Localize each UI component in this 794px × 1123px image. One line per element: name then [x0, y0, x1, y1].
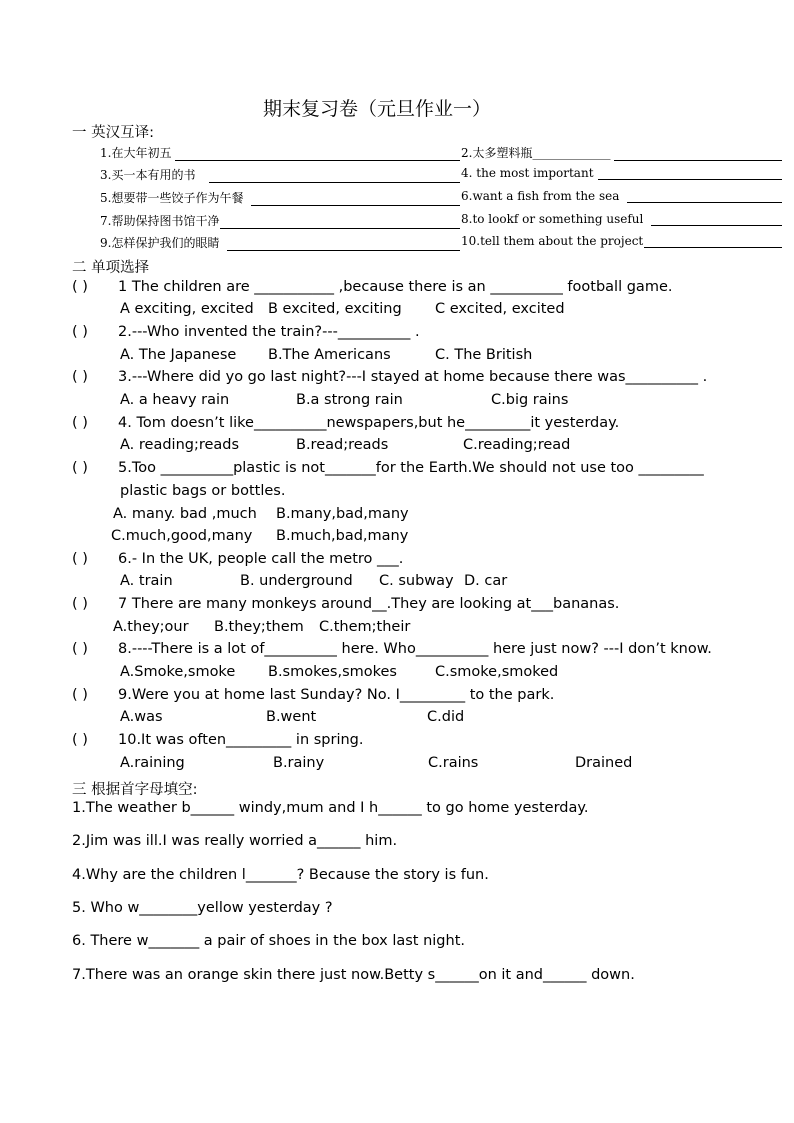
- option: A. reading;reads: [120, 437, 240, 453]
- question-6: [72, 551, 787, 567]
- option: B.read;reads: [296, 437, 389, 453]
- option: B.rainy: [273, 755, 325, 771]
- option: B.went: [266, 709, 317, 725]
- fill-item-7: 7.There was an orange skin there just now.Betty s______on it and______ down.: [72, 967, 635, 983]
- translate-row-1: [100, 144, 782, 162]
- translate-item: 5.想要带一些饺子作为午餐: [100, 191, 244, 205]
- question-stem: 3.---Where did yo go last night?---I stayed at home because there was__________ .: [118, 369, 708, 385]
- section-3-heading: 三 根据首字母填空:: [72, 782, 198, 798]
- option: C. The British: [435, 347, 533, 363]
- option: C.smoke,smoked: [435, 664, 559, 680]
- translate-item: 2.太多塑料瓶_____________: [461, 146, 611, 160]
- option: C. subway: [379, 573, 454, 589]
- option: B.they;them: [214, 619, 304, 635]
- answer-paren[interactable]: ( ): [72, 460, 88, 476]
- option: C.rains: [428, 755, 479, 771]
- question-stem: 5.Too __________plastic is not_______for the Earth.We should not use too _________: [118, 460, 704, 476]
- fill-item-1: 1.The weather b______ windy,mum and I h______ to go home yesterday.: [72, 800, 589, 816]
- question-10: [72, 732, 787, 748]
- answer-paren[interactable]: ( ): [72, 369, 88, 385]
- translate-item: 6.want a fish from the sea: [461, 189, 620, 203]
- page-title: 期末复习卷（元旦作业一）: [262, 98, 491, 120]
- fill-item-4: 4.Why are the children l_______? Because the story is fun.: [72, 867, 489, 883]
- option: C.big rains: [491, 392, 569, 408]
- answer-paren[interactable]: ( ): [72, 641, 88, 657]
- option: B.many,bad,many: [276, 506, 409, 522]
- option: C excited, excited: [435, 301, 565, 317]
- option: D. car: [464, 573, 508, 589]
- option: A. many. bad ,much: [113, 506, 257, 522]
- translate-item: 9.怎样保护我们的眼睛: [100, 236, 220, 250]
- answer-paren[interactable]: ( ): [72, 687, 88, 703]
- option: C.much,good,many: [111, 528, 253, 544]
- option: C.them;their: [319, 619, 411, 635]
- translate-item: 1.在大年初五: [100, 146, 172, 160]
- option: C.reading;read: [463, 437, 571, 453]
- answer-line[interactable]: [651, 213, 782, 226]
- answer-line[interactable]: [175, 148, 460, 161]
- answer-paren[interactable]: ( ): [72, 596, 88, 612]
- translate-row-4: [100, 212, 782, 230]
- answer-line[interactable]: [251, 193, 460, 206]
- question-stem-continued: plastic bags or bottles.: [120, 483, 286, 499]
- option: C.did: [427, 709, 465, 725]
- option: A.Smoke,smoke: [120, 664, 236, 680]
- question-stem: 6.- In the UK, people call the metro ___.: [118, 551, 404, 567]
- question-4: [72, 415, 787, 431]
- translate-item: 10.tell them about the project: [461, 234, 644, 248]
- option: B.The Americans: [268, 347, 391, 363]
- answer-line[interactable]: [220, 216, 460, 229]
- question-1: [72, 279, 787, 295]
- answer-line[interactable]: [209, 170, 460, 183]
- answer-paren[interactable]: ( ): [72, 279, 88, 295]
- option: B. underground: [240, 573, 353, 589]
- translate-item: 7.帮助保持图书馆干净: [100, 214, 220, 228]
- option: A.was: [120, 709, 163, 725]
- translate-item: 3.买一本有用的书: [100, 168, 196, 182]
- section-1-heading: 一 英汉互译:: [72, 125, 154, 141]
- option: B.a strong rain: [296, 392, 403, 408]
- answer-paren[interactable]: ( ): [72, 415, 88, 431]
- option: A. a heavy rain: [120, 392, 230, 408]
- translate-row-3: [100, 189, 782, 207]
- answer-line[interactable]: [598, 167, 782, 180]
- translate-item: 4. the most important: [461, 166, 594, 180]
- option: Drained: [575, 755, 633, 771]
- question-stem: 7 There are many monkeys around__.They are looking at___bananas.: [118, 596, 620, 612]
- option: B.much,bad,many: [276, 528, 409, 544]
- answer-line[interactable]: [644, 235, 782, 248]
- option: B.smokes,smokes: [268, 664, 397, 680]
- option: A exciting, excited: [120, 301, 254, 317]
- question-9: [72, 687, 787, 703]
- translate-row-2: [100, 166, 782, 184]
- answer-paren[interactable]: ( ): [72, 551, 88, 567]
- translate-row-5: [100, 234, 782, 252]
- question-stem: 1 The children are ___________ ,because there is an __________ football game.: [118, 279, 673, 295]
- translate-item: 8.to lookf or something useful: [461, 212, 644, 226]
- fill-item-6: 6. There w_______ a pair of shoes in the box last night.: [72, 933, 465, 949]
- answer-line[interactable]: [627, 190, 782, 203]
- question-3: [72, 369, 787, 385]
- question-stem: 8.----There is a lot of__________ here. Who__________ here just now? ---I don’t know.: [118, 641, 712, 657]
- section-2-heading: 二 单项选择: [72, 260, 150, 276]
- answer-line[interactable]: [227, 238, 460, 251]
- fill-item-5: 5. Who w________yellow yesterday ?: [72, 900, 333, 916]
- question-stem: 4. Tom doesn’t like__________newspapers,but he_________it yesterday.: [118, 415, 620, 431]
- question-stem: 10.It was often_________ in spring.: [118, 732, 364, 748]
- question-stem: 9.Were you at home last Sunday? No. I_________ to the park.: [118, 687, 555, 703]
- question-5: [72, 460, 787, 476]
- question-7: [72, 596, 787, 612]
- option: A. The Japanese: [120, 347, 237, 363]
- question-2: [72, 324, 787, 340]
- question-8: [72, 641, 787, 657]
- answer-paren[interactable]: ( ): [72, 324, 88, 340]
- option: A.raining: [120, 755, 185, 771]
- question-stem: 2.---Who invented the train?---__________ .: [118, 324, 420, 340]
- option: A.they;our: [113, 619, 189, 635]
- answer-line[interactable]: [614, 148, 782, 161]
- option: A. train: [120, 573, 173, 589]
- answer-paren[interactable]: ( ): [72, 732, 88, 748]
- fill-item-2: 2.Jim was ill.I was really worried a______ him.: [72, 833, 398, 849]
- option: B excited, exciting: [268, 301, 402, 317]
